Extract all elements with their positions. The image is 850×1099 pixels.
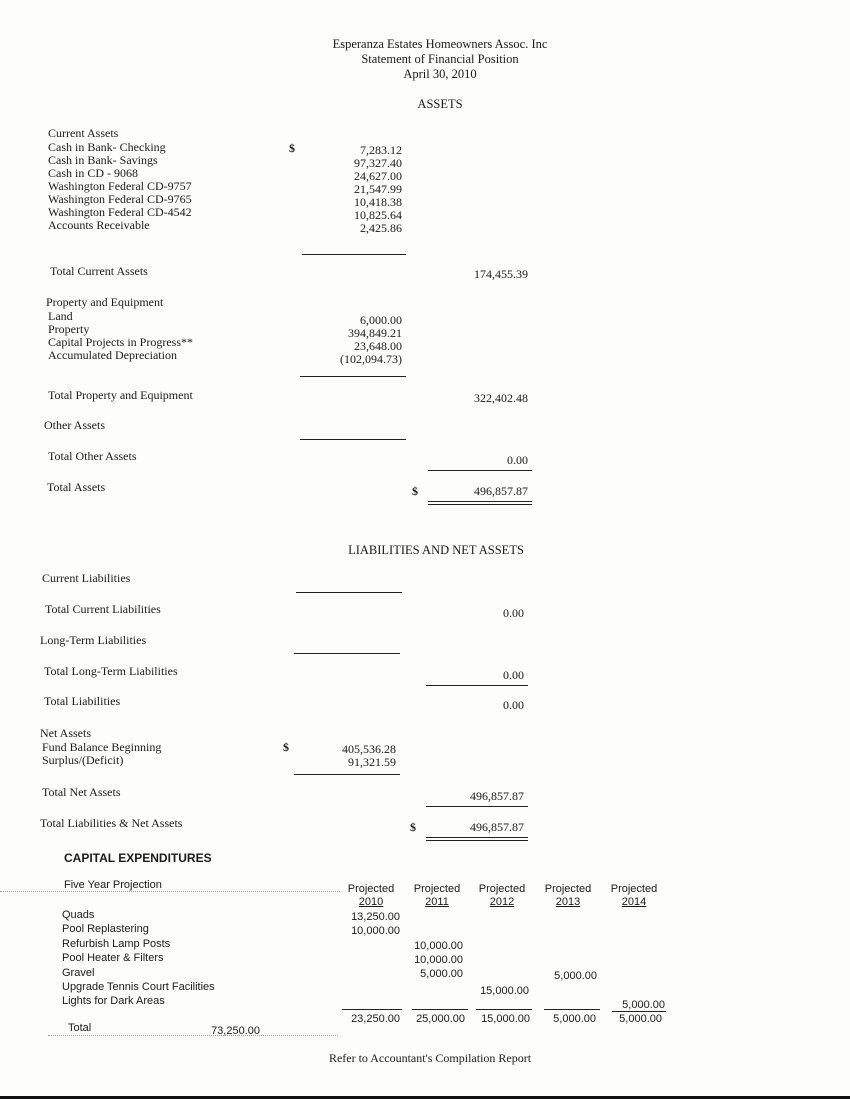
property-row-label: Land — [48, 309, 73, 323]
underline — [300, 439, 406, 440]
current-assets-label: Current Assets — [48, 126, 119, 140]
capex-grand-total: 73,250.00 — [211, 1025, 260, 1037]
capex-col-header — [471, 883, 533, 909]
property-row-value: (102,094.73) — [340, 352, 402, 366]
total-assets-value: 496,857.87 — [474, 484, 528, 498]
net-assets-labels — [42, 741, 161, 767]
dollar-sign: $ — [410, 820, 416, 834]
net-assets-values — [296, 743, 396, 769]
property-row-label: Property — [48, 322, 90, 336]
asset-row-value: 97,327.40 — [354, 156, 402, 170]
col-header-label: Projected — [347, 883, 395, 895]
total-longterm-liabilities-value: 0.00 — [503, 668, 524, 682]
asset-row-value: 24,627.00 — [354, 169, 402, 183]
underline — [342, 1009, 402, 1010]
capex-cell: 10,000.00 — [414, 954, 463, 966]
col-header-label: Projected — [478, 883, 526, 895]
total-liabilities-value: 0.00 — [503, 698, 524, 712]
col-header-label: Projected — [413, 883, 461, 895]
asset-row-label: Cash in Bank- Savings — [48, 153, 158, 167]
property-row-value: 6,000.00 — [360, 313, 402, 327]
scan-line — [48, 1035, 338, 1036]
underline — [544, 1009, 600, 1010]
capex-row-label: Upgrade Tennis Court Facilities — [62, 981, 215, 994]
capex-cell: 10,000.00 — [414, 940, 463, 952]
statement-date: April 30, 2010 — [403, 67, 477, 81]
property-row-label: Accumulated Depreciation — [48, 348, 177, 362]
assets-heading: ASSETS — [417, 97, 463, 111]
net-assets-row-label: Fund Balance Beginning — [42, 740, 162, 754]
col-header-year: 2014 — [621, 896, 647, 908]
col-header-year: 2011 — [425, 896, 449, 908]
capex-row-label: Quads — [62, 909, 95, 921]
total-liab-net-label: Total Liabilities & Net Assets — [40, 816, 183, 830]
col-header-year: 2013 — [555, 896, 581, 908]
capex-row-label: Gravel — [62, 966, 95, 979]
underline — [300, 376, 406, 377]
total-other-assets-label: Total Other Assets — [48, 449, 137, 463]
underline — [612, 1011, 666, 1012]
capex-col-header — [340, 883, 402, 909]
underline — [428, 470, 532, 471]
total-net-assets-value: 496,857.87 — [470, 789, 524, 803]
property-labels — [48, 310, 193, 362]
capex-cell: 10,000.00 — [351, 925, 400, 937]
statement-title: Statement of Financial Position — [361, 52, 519, 66]
capex-total-label: Total — [68, 1022, 92, 1034]
underline — [294, 774, 400, 775]
capex-col-header — [603, 883, 665, 909]
capex-total-cell: 23,250.00 — [351, 1013, 400, 1025]
asset-row-label: Washington Federal CD-9757 — [48, 179, 192, 193]
net-assets-row-label: Surplus/(Deficit) — [42, 753, 124, 767]
property-row-value: 394,849.21 — [348, 326, 402, 340]
current-assets-labels — [48, 141, 192, 232]
capex-row-label: Pool Heater & Filters — [62, 952, 164, 965]
dollar-sign: $ — [289, 141, 295, 155]
total-longterm-liabilities-label: Total Long-Term Liabilities — [44, 664, 178, 678]
property-label: Property and Equipment — [46, 295, 164, 309]
net-assets-row-value: 405,536.28 — [342, 742, 396, 756]
capex-cell: 15,000.00 — [480, 985, 529, 997]
col-header-year: 2012 — [489, 896, 515, 908]
capex-row-label: Pool Replastering — [62, 923, 149, 936]
capex-row-labels — [62, 908, 215, 1009]
capex-cell: 5,000.00 — [554, 970, 597, 982]
capex-cell: 5,000.00 — [420, 968, 463, 980]
underline — [426, 806, 528, 807]
asset-row-label: Washington Federal CD-4542 — [48, 205, 192, 219]
asset-row-label: Washington Federal CD-9765 — [48, 192, 192, 206]
total-net-assets-label: Total Net Assets — [42, 785, 121, 799]
total-liab-net-value: 496,857.87 — [470, 820, 524, 834]
asset-row-label: Cash in Bank- Checking — [48, 140, 166, 154]
other-assets-label: Other Assets — [44, 418, 105, 432]
property-row-value: 23,648.00 — [354, 339, 402, 353]
underline — [476, 1009, 532, 1010]
org-name: Esperanza Estates Homeowners Assoc. Inc — [332, 37, 548, 51]
underline — [302, 254, 406, 255]
col-header-label: Projected — [544, 883, 592, 895]
property-row-label: Capital Projects in Progress** — [48, 335, 193, 349]
total-assets-label: Total Assets — [47, 480, 106, 494]
capex-cell: 13,250.00 — [351, 911, 400, 923]
total-property-label: Total Property and Equipment — [48, 388, 193, 402]
property-values — [300, 314, 402, 366]
asset-row-value: 10,418.38 — [354, 195, 402, 209]
net-assets-row-value: 91,321.59 — [348, 755, 396, 769]
liabilities-heading: LIABILITIES AND NET ASSETS — [348, 543, 524, 557]
total-other-assets-value: 0.00 — [507, 453, 528, 467]
capex-row-label: Lights for Dark Areas — [62, 995, 165, 1008]
total-current-liabilities-label: Total Current Liabilities — [45, 602, 161, 616]
col-header-year: 2010 — [358, 896, 384, 908]
asset-row-label: Accounts Receivable — [48, 218, 150, 232]
longterm-liabilities-label: Long-Term Liabilities — [40, 633, 147, 647]
capex-subtitle: Five Year Projection — [64, 879, 162, 891]
underline — [296, 592, 402, 593]
capex-total-cell: 5,000.00 — [619, 1013, 662, 1025]
capex-title: CAPITAL EXPENDITURES — [64, 851, 212, 865]
total-current-assets-value: 174,455.39 — [474, 267, 528, 281]
total-current-assets-label: Total Current Assets — [50, 264, 148, 278]
total-liabilities-label: Total Liabilities — [44, 694, 121, 708]
double-underline — [428, 501, 532, 505]
underline — [412, 1009, 468, 1010]
asset-row-value: 21,547.99 — [354, 182, 402, 196]
capex-row-label: Refurbish Lamp Posts — [62, 937, 171, 950]
asset-row-value: 2,425.86 — [360, 221, 402, 235]
capex-total-cell: 15,000.00 — [481, 1013, 530, 1025]
capex-col-header — [406, 883, 468, 909]
current-liabilities-label: Current Liabilities — [42, 571, 131, 585]
asset-row-value: 7,283.12 — [360, 143, 402, 157]
net-assets-label: Net Assets — [40, 726, 91, 740]
dollar-sign: $ — [412, 484, 418, 498]
footer-note: Refer to Accountant's Compilation Report — [328, 1051, 532, 1065]
asset-row-label: Cash in CD - 9068 — [48, 166, 138, 180]
capex-cell: 5,000.00 — [622, 999, 665, 1011]
asset-row-value: 10,825.64 — [354, 208, 402, 222]
capex-total-cell: 25,000.00 — [416, 1013, 465, 1025]
underline — [294, 653, 400, 654]
capex-total-cell: 5,000.00 — [553, 1013, 596, 1025]
dollar-sign: $ — [283, 740, 289, 754]
double-underline — [426, 837, 528, 841]
capex-col-header — [537, 883, 599, 909]
underline — [426, 685, 528, 686]
current-assets-values — [302, 144, 402, 235]
total-current-liabilities-value: 0.00 — [503, 606, 524, 620]
col-header-label: Projected — [610, 883, 658, 895]
total-property-value: 322,402.48 — [474, 391, 528, 405]
scan-line — [0, 891, 340, 892]
